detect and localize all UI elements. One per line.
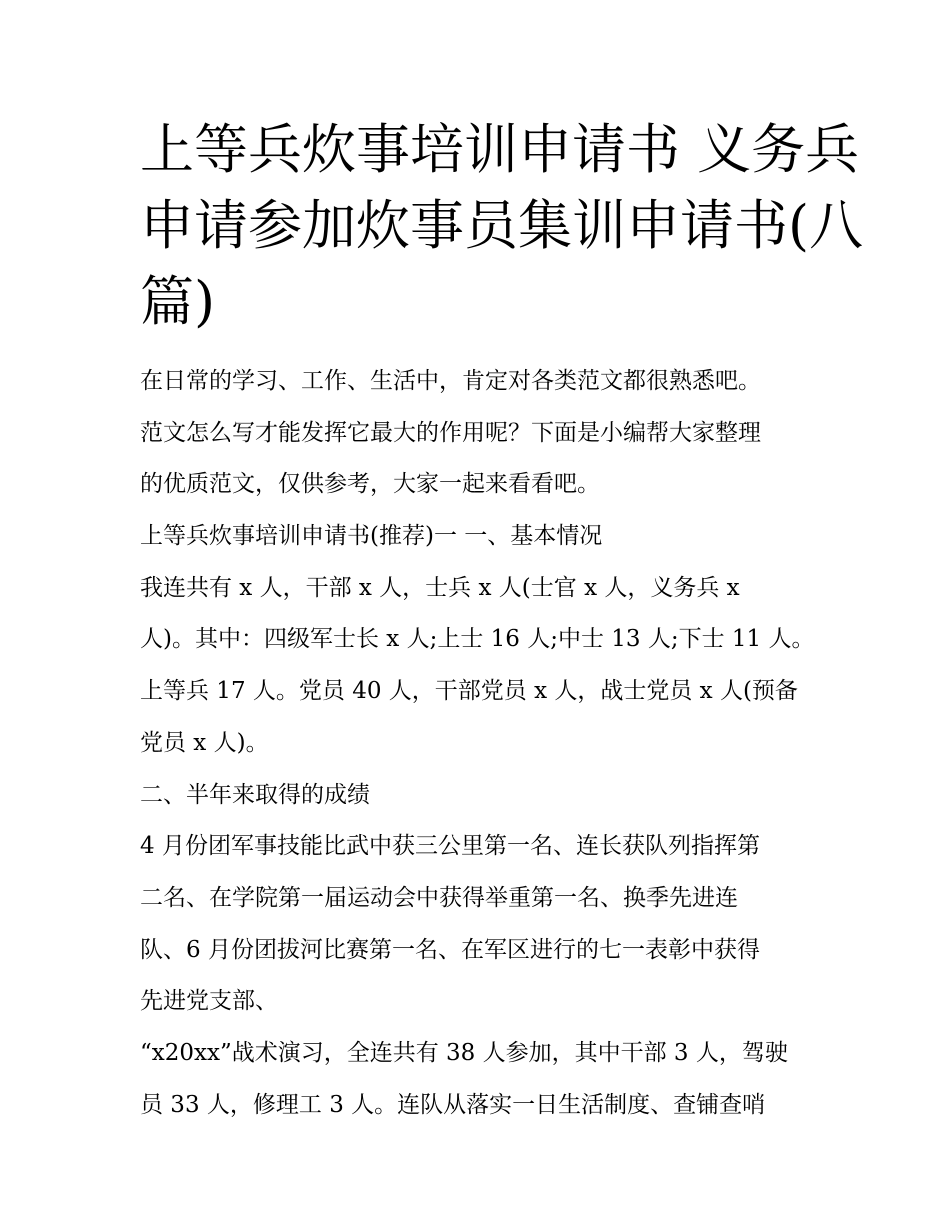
body-line: 我连共有 x 人，干部 x 人，士兵 x 人(士官 x 人，义务兵 x bbox=[140, 574, 740, 601]
section-heading: 二、半年来取得的成绩 bbox=[140, 781, 370, 808]
document-title bbox=[140, 112, 864, 340]
title-line: 上等兵炊事培训申请书 义务兵 bbox=[140, 118, 860, 181]
body-line: 的优质范文，仅供参考，大家一起来看看吧。 bbox=[140, 471, 600, 498]
body-line: 上等兵 17 人。党员 40 人，干部党员 x 人，战士党员 x 人(预备 bbox=[140, 678, 798, 705]
title-line: 申请参加炊事员集训申请书(八 bbox=[140, 194, 864, 257]
body-line: 4 月份团军事技能比武中获三公里第一名、连长获队列指挥第 bbox=[140, 833, 760, 860]
body-line: 队、6 月份团拔河比赛第一名、在军区进行的七一表彰中获得 bbox=[140, 936, 760, 963]
body-line: 人)。其中：四级军士长 x 人;上士 16 人;中士 13 人;下士 11 人。 bbox=[140, 626, 815, 653]
body-line: 员 33 人，修理工 3 人。连队从落实一日生活制度、查铺查哨 bbox=[140, 1091, 766, 1118]
body-line: “x20xx”战术演习，全连共有 38 人参加，其中干部 3 人，驾驶 bbox=[140, 1039, 788, 1066]
body-line: 先进党支部、 bbox=[140, 988, 278, 1015]
section-heading: 上等兵炊事培训申请书(推荐)一 一、基本情况 bbox=[140, 523, 603, 550]
title-line: 篇) bbox=[140, 270, 216, 333]
document-body bbox=[140, 356, 840, 1131]
body-line: 在日常的学习、工作、生活中，肯定对各类范文都很熟悉吧。 bbox=[140, 368, 761, 394]
body-line: 党员 x 人)。 bbox=[140, 729, 269, 756]
body-line: 范文怎么写才能发挥它最大的作用呢？下面是小编帮大家整理 bbox=[140, 419, 761, 446]
body-line: 二名、在学院第一届运动会中获得举重第一名、换季先进连 bbox=[140, 884, 738, 911]
